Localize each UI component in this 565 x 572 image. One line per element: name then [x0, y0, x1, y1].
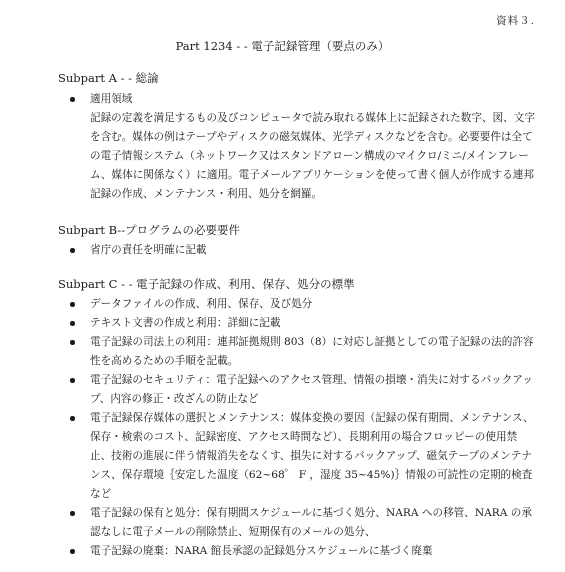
- subpart-a-heading: Subpart A - - 総論: [58, 71, 159, 85]
- list-item: 電子記録のセキュリティ：電子記録へのアクセス管理、情報の損壊・消失に対するバックアップ、内容の修正・改ざんの防止など: [58, 371, 535, 409]
- list-item: 電子記録保存媒体の選択とメンテナンス：媒体変換の要因（記録の保有期間、メンテナンス、保存・検索のコスト、記録密度、アクセス時間など）、長期利用の場合フロッピーの使用禁止、技術の進展に伴う情報消失をなくす、損失に対するバックアップ、磁気テープのメンテナンス、保存環境｛安定した温度（62~68゜ F ，湿度 35~45%)｝情報の可読性の定期的検査など: [58, 409, 535, 504]
- subpart-a-section: [58, 70, 535, 204]
- subpart-a-paragraph: 記録の定義を満足するもの及びコンピュータで読み取れる媒体上に記録された数字、図、文字を含む。媒体の例はテープやディスクの磁気媒体、光学ディスクなどを含む。必要要件は全ての電子情報システム（ネットワーク又はスタンドアローン構成のマイクロ/ミニ/メインフレーム、媒体に関係なく）に適用。電子メールアプリケーションを使って書く個人が作成する連邦記録の作成、メンテナンス・利用、処分を網羅。: [90, 112, 535, 200]
- subpart-c-heading: Subpart C - - 電子記録の作成、利用、保存、処分の標準: [58, 277, 355, 291]
- document-label: 資料３.: [496, 15, 535, 27]
- list-item: 適用領域: [58, 90, 535, 109]
- subpart-c-section: [58, 276, 535, 561]
- list-item: データファイルの作成、利用、保存、及び処分: [58, 295, 535, 314]
- document-title: Part 1234 - - 電子記録管理（要点のみ）: [175, 39, 390, 53]
- list-item: 電子記録の司法上の利用：連邦証拠規則 803（8）に対応し証拠としての電子記録の法的許容性を高めるための手順を記載。: [58, 333, 535, 371]
- subpart-b-heading: Subpart B--プログラムの必要要件: [58, 223, 240, 237]
- list-item: 電子記録の保有と処分：保有期間スケジュールに基づく処分、NARA への移管、NARA の承認なしに電子メールの削除禁止、短期保有のメールの処分、: [58, 504, 535, 542]
- list-item: 電子記録の廃棄：NARA 館長承認の記録処分スケジュールに基づく廃棄: [58, 542, 535, 561]
- subpart-b-section: [58, 222, 535, 260]
- list-item: 省庁の責任を明確に記載: [58, 241, 535, 260]
- list-item: テキスト文書の作成と利用：詳細に記載: [58, 314, 535, 333]
